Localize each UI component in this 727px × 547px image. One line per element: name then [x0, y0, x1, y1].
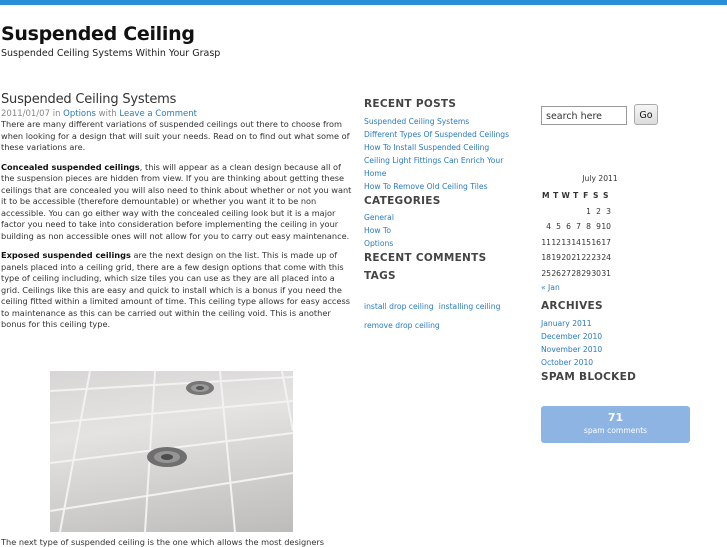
calendar-week	[541, 219, 611, 235]
recent-post-link[interactable]: Ceiling Light Fittings Can Enrich Your	[364, 156, 504, 165]
calendar-day: 11	[541, 237, 551, 247]
calendar-day: 21	[571, 253, 581, 263]
spam-blocked-heading: SPAM BLOCKED	[541, 371, 637, 383]
calendar-day: 31	[601, 268, 611, 278]
calendar	[541, 174, 659, 292]
calendar-day: 18	[541, 253, 551, 263]
post-category-link[interactable]: Options	[63, 109, 96, 119]
calendar-day: 14	[571, 237, 581, 247]
spam-count: 71	[607, 411, 624, 424]
exposed-text: are the next design on the list. This is made up of panels placed into a ceiling grid, there are a few design options that come with this type of ceiling including, which size tiles you can use as they are all placed into a grid. Ceilings like this are easy and quick to install which is a bonus if you need the ceiling fitted within a limited amount of time. This ceiling type allows for easy access to maintenance as this can be carried out within the ceiling void. This is another bonus for this ceiling type.	[1, 250, 350, 329]
post-meta	[1, 109, 353, 119]
post-meta-with: with	[98, 109, 117, 119]
calendar-day: 3	[606, 206, 611, 216]
calendar-day: 16	[591, 237, 601, 247]
calendar-day: 2	[596, 206, 601, 216]
ceiling-grid-illustration	[50, 371, 293, 532]
calendar-day	[541, 204, 551, 220]
calendar-day: 8	[586, 222, 591, 232]
tag-link[interactable]: install drop ceiling	[364, 302, 434, 311]
category-link[interactable]: How To	[364, 226, 391, 235]
calendar-day: 26	[551, 268, 561, 278]
calendar-day: 17	[601, 237, 611, 247]
archive-link[interactable]: January 2011	[541, 319, 592, 328]
calendar-day: 23	[591, 253, 601, 263]
archives-list	[541, 317, 636, 369]
weekday: F	[583, 191, 589, 201]
spam-counter-badge[interactable]	[541, 406, 690, 443]
recent-comments-heading: RECENT COMMENTS	[364, 252, 487, 264]
archive-link[interactable]: November 2010	[541, 345, 603, 354]
calendar-day: 1	[586, 206, 591, 216]
calendar-table	[541, 188, 611, 281]
post-meta-in: in	[52, 109, 61, 119]
tag-link[interactable]: installing ceiling	[438, 302, 501, 311]
calendar-title: July 2011	[582, 174, 618, 183]
calendar-day: 6	[566, 222, 571, 232]
calendar-day	[551, 204, 561, 220]
category-link[interactable]: Options	[364, 239, 394, 248]
concealed-text: , this will appear as a clean design because all of the suspension pieces are hidden from view. If you are thinking about getting these ceilings that are concealed you will also need to think about whether or not you want it to be accessible (therefore demountable) or whether you want it to be non accessible. You can go either way with the concealed ceiling look but it is a major factor you need to take into consideration before implementing the ceiling in your building as non accessible ones will not allow for you to carry out easy maintenance.	[1, 161, 352, 241]
calendar-week	[541, 266, 611, 282]
site-description: Suspended Ceiling Systems Within Your Grasp	[1, 48, 221, 59]
calendar-day	[571, 204, 581, 220]
recent-post-link[interactable]: How To Remove Old Ceiling Tiles	[364, 182, 488, 191]
category-link[interactable]: General	[364, 213, 394, 222]
leave-comment-link[interactable]: Leave a Comment	[119, 109, 197, 119]
post-paragraph-concealed	[1, 162, 353, 243]
recent-post-link[interactable]: Suspended Ceiling Systems	[364, 117, 470, 126]
recent-post-link[interactable]: Home	[364, 169, 387, 178]
sidebar-middle	[364, 98, 529, 332]
recent-posts-heading: RECENT POSTS	[364, 98, 457, 110]
calendar-day: 12	[551, 237, 561, 247]
calendar-day: 25	[541, 268, 551, 278]
concealed-heading: Concealed suspended ceilings	[1, 161, 140, 172]
search-input[interactable]: search here	[541, 106, 627, 125]
post-intro: There are many different variations of suspended ceilings out there to choose from when looking for a design that will suit your needs. Read on to find out what some of these variations are.	[1, 119, 350, 152]
calendar-day: 7	[576, 222, 581, 232]
calendar-day: 5	[556, 222, 561, 232]
search-go-button[interactable]: Go	[634, 104, 658, 125]
calendar-day: 28	[571, 268, 581, 278]
archive-link[interactable]: December 2010	[541, 332, 603, 341]
vent-icon	[147, 447, 187, 467]
categories-list	[364, 211, 529, 250]
calendar-day: 27	[561, 268, 571, 278]
calendar-weekdays	[541, 188, 611, 204]
archives-section	[541, 300, 636, 383]
weekday: T	[573, 191, 579, 201]
calendar-day: 20	[561, 253, 571, 263]
spam-label: spam comments	[583, 426, 648, 435]
recent-post-link[interactable]: How To Install Suspended Ceiling	[364, 143, 490, 152]
calendar-day: 10	[601, 222, 611, 232]
weekday: W	[561, 191, 571, 201]
calendar-day: 30	[591, 268, 601, 278]
tag-link[interactable]: remove drop ceiling	[364, 321, 440, 330]
post-title[interactable]: Suspended Ceiling Systems	[1, 92, 177, 107]
vent-icon	[186, 381, 214, 395]
recent-posts-list	[364, 115, 529, 193]
tag-cloud	[364, 294, 504, 332]
post-paragraph-cut: The next type of suspended ceiling is the one which allows the most designers	[1, 537, 325, 547]
exposed-heading: Exposed suspended ceilings	[1, 250, 131, 260]
calendar-day: 24	[601, 253, 611, 263]
calendar-day	[561, 204, 571, 220]
calendar-week	[541, 235, 611, 251]
tags-heading: TAGS	[364, 270, 396, 282]
ceiling-photo	[50, 371, 293, 532]
site-title[interactable]: Suspended Ceiling	[1, 23, 195, 45]
post	[1, 92, 353, 339]
calendar-week	[541, 204, 611, 220]
calendar-day: 15	[581, 237, 591, 247]
post-paragraph-exposed	[1, 250, 353, 331]
weekday: M	[541, 191, 551, 201]
calendar-day: 19	[551, 253, 561, 263]
weekday: T	[553, 191, 559, 201]
categories-heading: CATEGORIES	[364, 195, 441, 207]
post-date: 2011/01/07	[1, 109, 50, 119]
calendar-day: 29	[581, 268, 591, 278]
calendar-week	[541, 250, 611, 266]
calendar-day: 13	[561, 237, 571, 247]
calendar-day: 22	[581, 253, 591, 263]
calendar-day: 4	[546, 222, 551, 232]
calendar-prev-link[interactable]: « Jan	[541, 283, 560, 292]
recent-post-link[interactable]: Different Types Of Suspended Ceilings	[364, 130, 510, 139]
calendar-day: 9	[596, 222, 601, 232]
archives-heading: ARCHIVES	[541, 300, 603, 312]
archive-link[interactable]: October 2010	[541, 358, 594, 367]
weekday: S	[593, 191, 599, 201]
weekday: S	[603, 191, 609, 201]
top-accent-bar	[0, 0, 727, 5]
